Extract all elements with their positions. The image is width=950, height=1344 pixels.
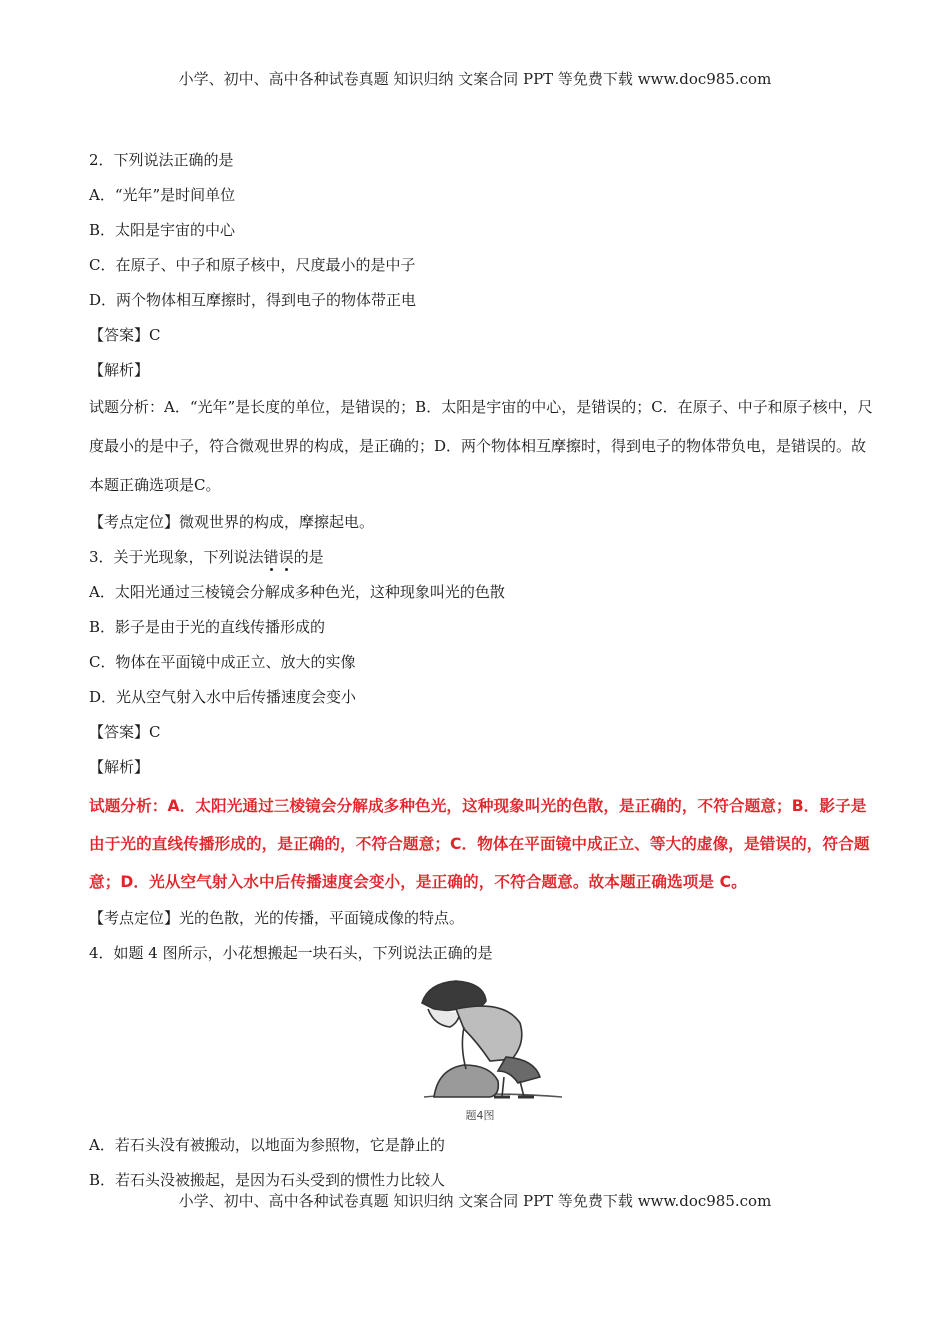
question-3-analysis: 试题分析：A．太阳光通过三棱镜会分解成多种色光，这种现象叫光的色散，是正确的，不符合题意；B．影子是由于光的直线传播形成的，是正确的，不符合题意；C．物体在平面镜中成正立、等大的虚像，是错误的，符合题意；D．光从空气射入水中后传播速度会变小，是正确的，不符合题意。故本题正确选项是 C。 [89, 797, 870, 891]
question-2-kaodian: 【考点定位】微观世界的构成，摩擦起电。 [89, 513, 375, 531]
question-4-option-a: A．若石头没有被搬动，以地面为参照物，它是静止的 [89, 1136, 445, 1154]
question-3-option-c: C．物体在平面镜中成正立、放大的实像 [89, 653, 356, 671]
question-4-stem: 4．如题 4 图所示，小花想搬起一块石头，下列说法正确的是 [89, 944, 493, 962]
question-2-option-c: C．在原子、中子和原子核中，尺度最小的是中子 [89, 256, 416, 274]
question-3-option-a: A．太阳光通过三棱镜会分解成多种色光，这种现象叫光的色散 [89, 583, 505, 601]
question-3-emphasis-char2: 误 [278, 548, 294, 566]
question-3-option-d: D．光从空气射入水中后传播速度会变小 [89, 688, 357, 706]
question-2-answer: 【答案】C [89, 326, 161, 344]
question-2-stem: 2．下列说法正确的是 [89, 151, 234, 169]
question-3-option-b: B．影子是由于光的直线传播形成的 [89, 618, 326, 636]
question-2-option-a: A．“光年”是时间单位 [89, 186, 236, 204]
page-header: 小学、初中、高中各种试卷真题 知识归纳 文案合同 PPT 等免费下载 www.doc985.com [178, 70, 772, 88]
question-4-figure [89, 973, 879, 1128]
question-3-kaodian: 【考点定位】光的色散，光的传播，平面镜成像的特点。 [89, 909, 465, 927]
page-footer: 小学、初中、高中各种试卷真题 知识归纳 文案合同 PPT 等免费下载 www.doc985.com [178, 1192, 772, 1210]
document-body [89, 143, 879, 1198]
question-2-option-b: B．太阳是宇宙的中心 [89, 221, 236, 239]
girl-lifting-stone-illustration [394, 973, 574, 1125]
question-3-analysis-label: 【解析】 [89, 758, 150, 776]
question-2-option-d: D．两个物体相互摩擦时，得到电子的物体带正电 [89, 291, 417, 309]
question-3-emphasis-char1: 错 [263, 548, 279, 566]
question-4-option-b: B．若石头没被搬起，是因为石头受到的惯性力比较人 [89, 1171, 446, 1189]
question-3-stem-part1: 3．关于光现象，下列说法 [89, 548, 264, 566]
question-2-analysis: 试题分析：A．“光年”是长度的单位，是错误的；B．太阳是宇宙的中心，是错误的；C．在原子、中子和原子核中，尺度最小的是中子，符合微观世界的构成，是正确的；D．两个物体相互摩擦时，得到电子的物体带负电，是错误的。故本题正确选项是C。 [89, 398, 873, 494]
question-3-stem [89, 540, 879, 575]
figure-caption: 题4图 [465, 1109, 495, 1122]
question-3-stem-part2: 的是 [293, 548, 324, 566]
question-2-analysis-label: 【解析】 [89, 361, 150, 379]
question-3-answer: 【答案】C [89, 723, 161, 741]
